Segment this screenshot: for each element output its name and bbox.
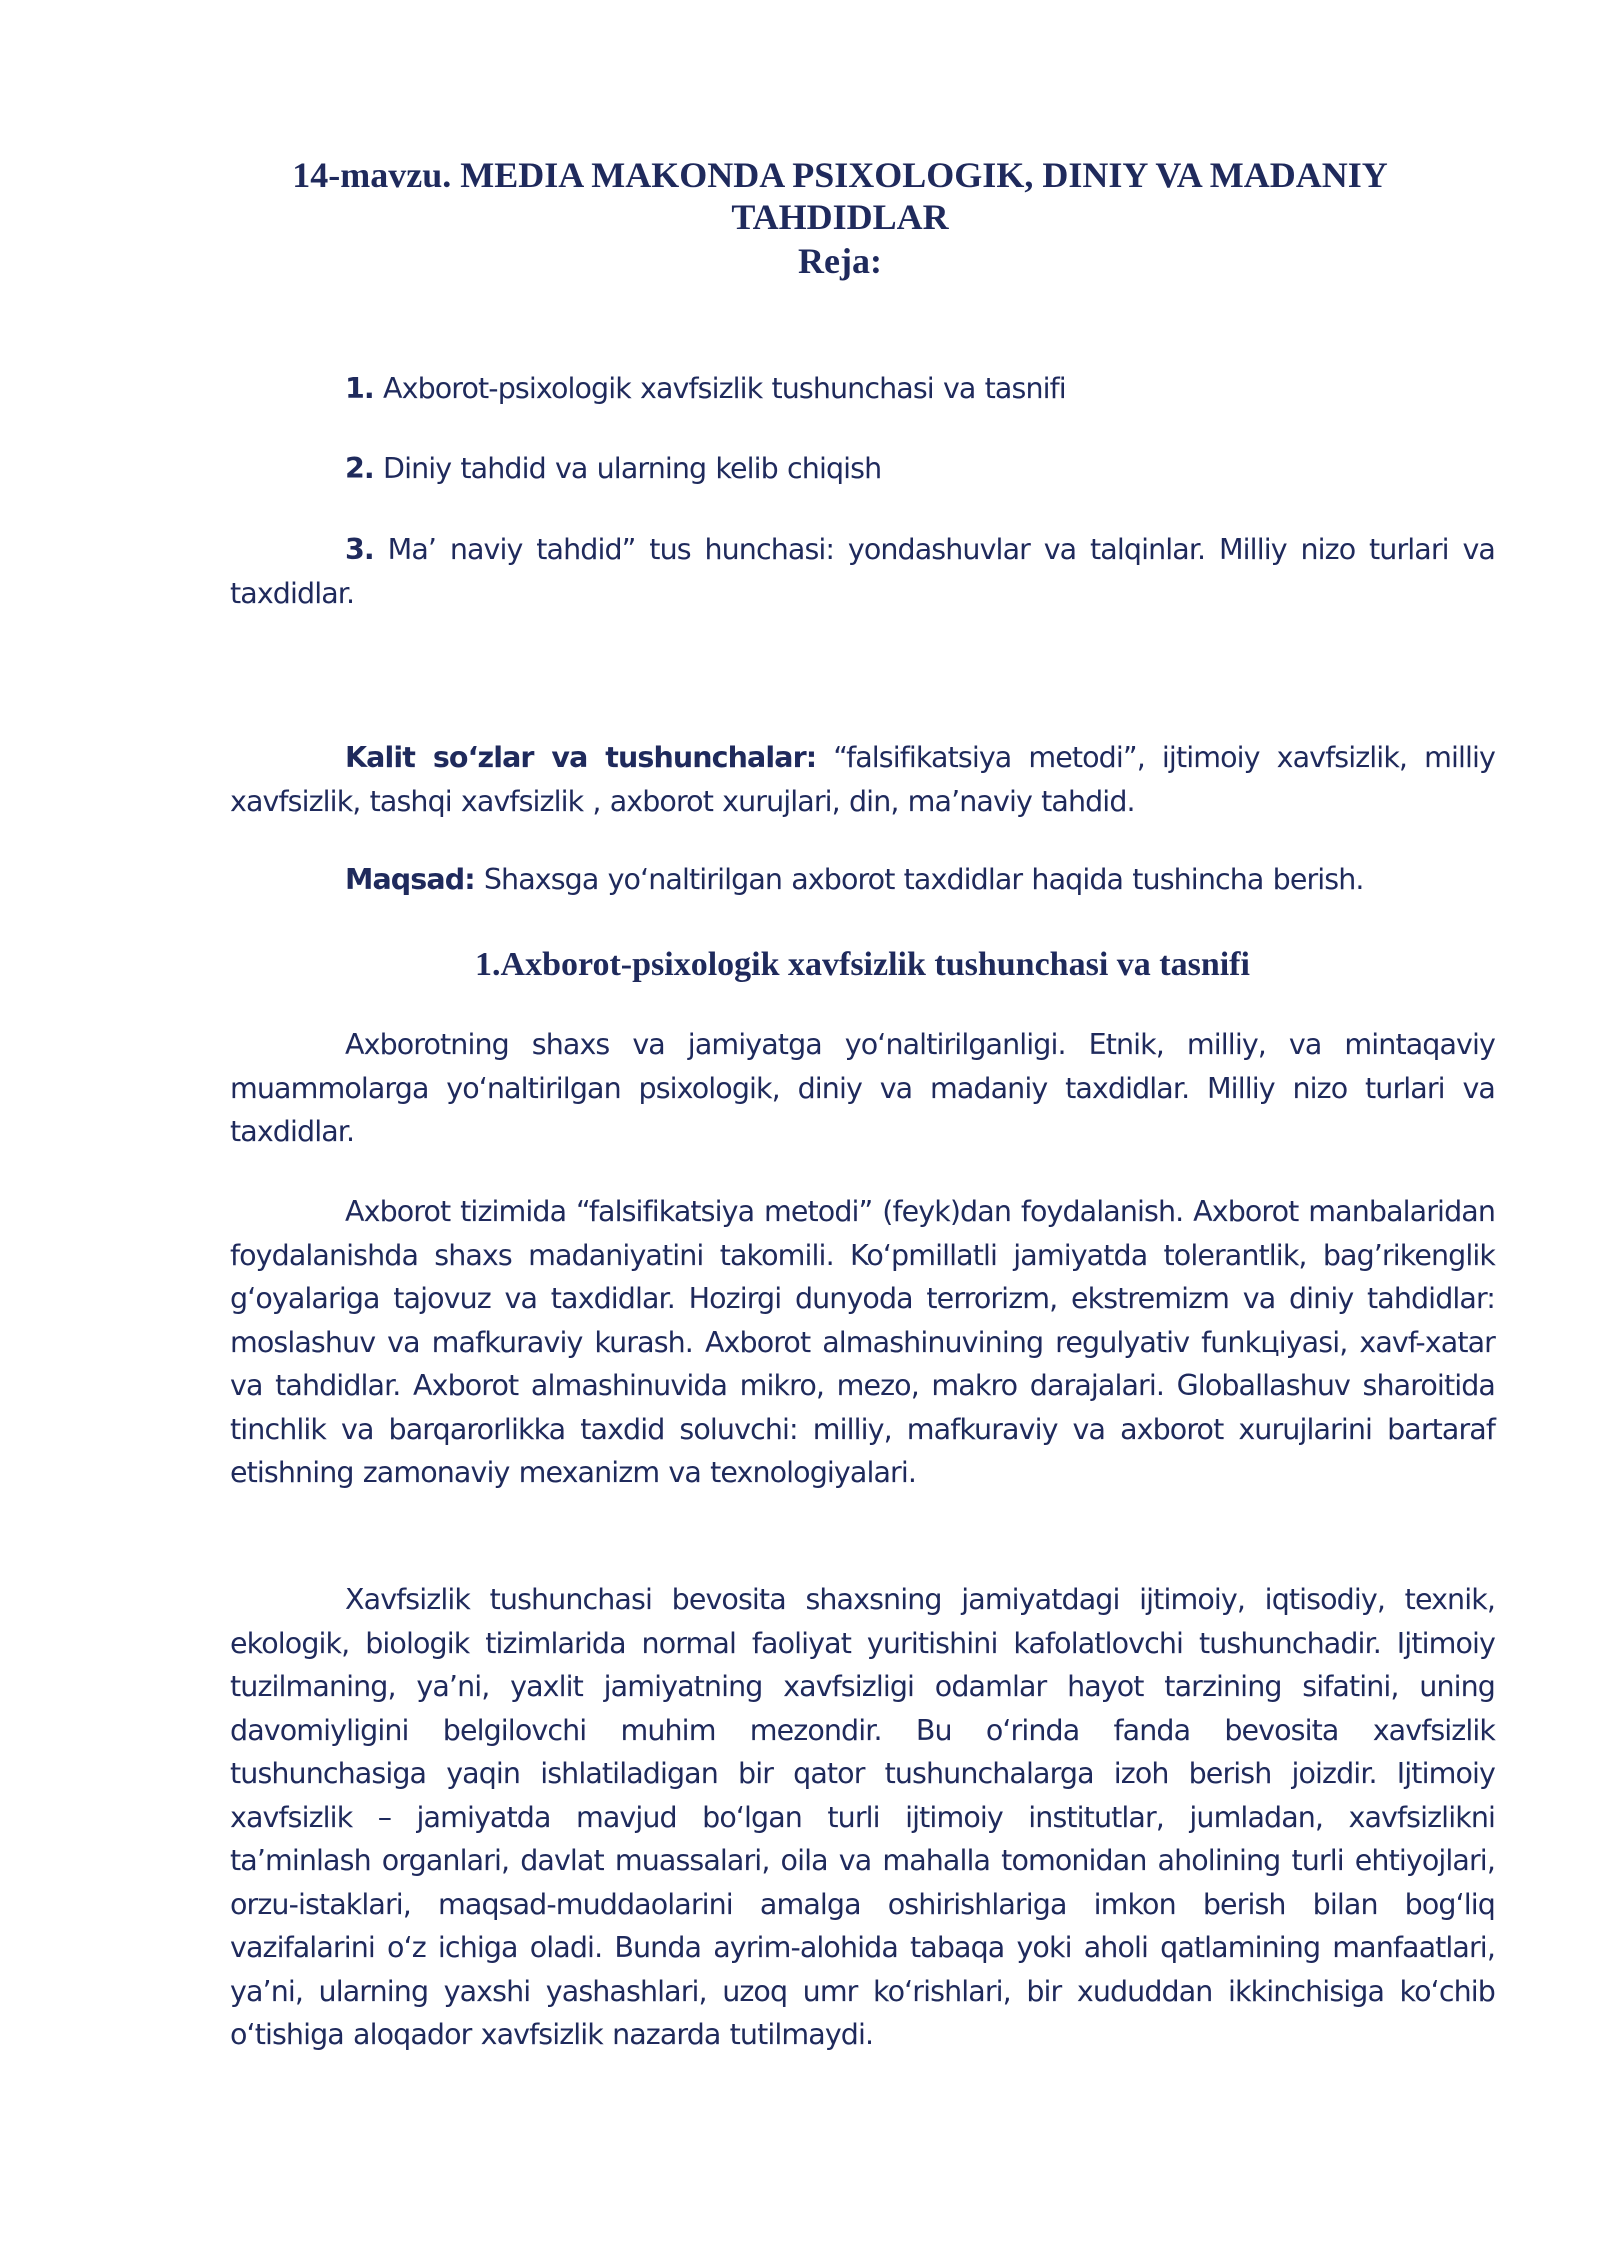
plan-heading: Reja: (798, 241, 882, 281)
document-title (230, 154, 1450, 238)
plan-item-3-text: Ma’ naviy tahdid” tus hunchasi: yondashuvlar va talqinlar. Milliy nizo turlari va taxdidlar. (230, 533, 1495, 610)
plan-item-1-text: Axborot-psixologik xavfsizlik tushunchasi va tasnifi (373, 372, 1066, 405)
section-1-heading: 1.Axborot-psixologik xavfsizlik tushunchasi va tasnifi (475, 946, 1250, 983)
body-paragraph-1: Axborotning shaxs va jamiyatga yo‘naltirilganligi. Etnik, milliy, va mintaqaviy muammolarga yo‘naltirilgan psixologik, diniy va madaniy taxdidlar. Milliy nizo turlari va taxdidlar. (230, 1028, 1495, 1148)
plan-item-1-number: 1. (345, 372, 374, 405)
goal-text: Shaxsga yo‘naltirilgan axborot taxdidlar haqida tushincha berish. (474, 863, 1364, 896)
plan-item-1 (230, 367, 1495, 411)
plan-item-3 (230, 528, 1495, 615)
keywords-text: “falsifikatsiya metodi”, ijtimoiy xavfsizlik, milliy xavfsizlik, tashqi xavfsizlik , axborot xurujlari, din, ma’naviy tahdid. (230, 741, 1495, 818)
plan-item-3-number: 3. (345, 533, 374, 566)
goal-label: Maqsad: (345, 863, 475, 896)
document-title-line-1: 14-mavzu. MEDIA MAKONDA PSIXOLOGIK, DINIY VA MADANIY (292, 155, 1388, 195)
plan-item-2 (230, 447, 1495, 491)
plan-item-2-text: Diniy tahdid va ularning kelib chiqish (373, 452, 882, 485)
body-paragraph-3: Xavfsizlik tushunchasi bevosita shaxsning jamiyatdagi ijtimoiy, iqtisodiy, texnik, ekologik, biologik tizimlarida normal faoliyat yuritishini kafolatlovchi tushunchadir. Ijtimoiy tuzilmaning, ya’ni, yaxlit jamiyatning xavfsizligi odamlar hayot tarzining sifatini, uning davomiyligini belgilovchi muhim mezondir. Bu o‘rinda fanda bevosita xavfsizlik tushunchasiga yaqin ishlatiladigan bir qator tushunchalarga izoh berish joizdir. Ijtimoiy xavfsizlik – jamiyatda mavjud bo‘lgan turli ijtimoiy institutlar, jumladan, xavfsizlikni ta’minlash organlari, davlat muassalari, oila va mahalla tomonidan aholining turli ehtiyojlari, orzu-istaklari, maqsad-muddaolarini amalga oshirishlariga imkon berish bilan bog‘liq vazifalarini o‘z ichiga oladi. Bunda ayrim-alohida tabaqa yoki aholi qatlamining manfaatlari, ya’ni, ularning yaxshi yashashlari, uzoq umr ko‘rishlari, bir xududdan ikkinchisiga ko‘chib o‘tishiga aloqador xavfsizlik nazarda tutilmaydi. (230, 1583, 1495, 2051)
goal-paragraph (230, 858, 1495, 902)
body-paragraph-2: Axborot tizimida “falsifikatsiya metodi” (feyk)dan foydalanish. Axborot manbalaridan foydalanishda shaxs madaniyatini takomili. Ko‘pmillatli jamiyatda tolerantlik, bag’rikenglik g‘oyalariga tajovuz va taxdidlar. Hozirgi dunyoda terrorizm, ekstremizm va diniy tahdidlar: moslashuv va mafkuraviy kurash. Axborot almashinuvining regulyativ funkцiyasi, xavf-xatar va tahdidlar. Axborot almashinuvida mikro, mezo, makro darajalari. Globallashuv sharoitida tinchlik va barqarorlikka taxdid soluvchi: milliy, mafkuraviy va axborot xurujlarini bartaraf etishning zamonaviy mexanizm va texnologiyalari. (230, 1195, 1495, 1489)
keywords-paragraph (230, 736, 1495, 823)
document-title-line-2: TAHDIDLAR (731, 197, 949, 237)
keywords-label: Kalit so‘zlar va tushunchalar: (345, 741, 817, 774)
plan-item-2-number: 2. (345, 452, 374, 485)
